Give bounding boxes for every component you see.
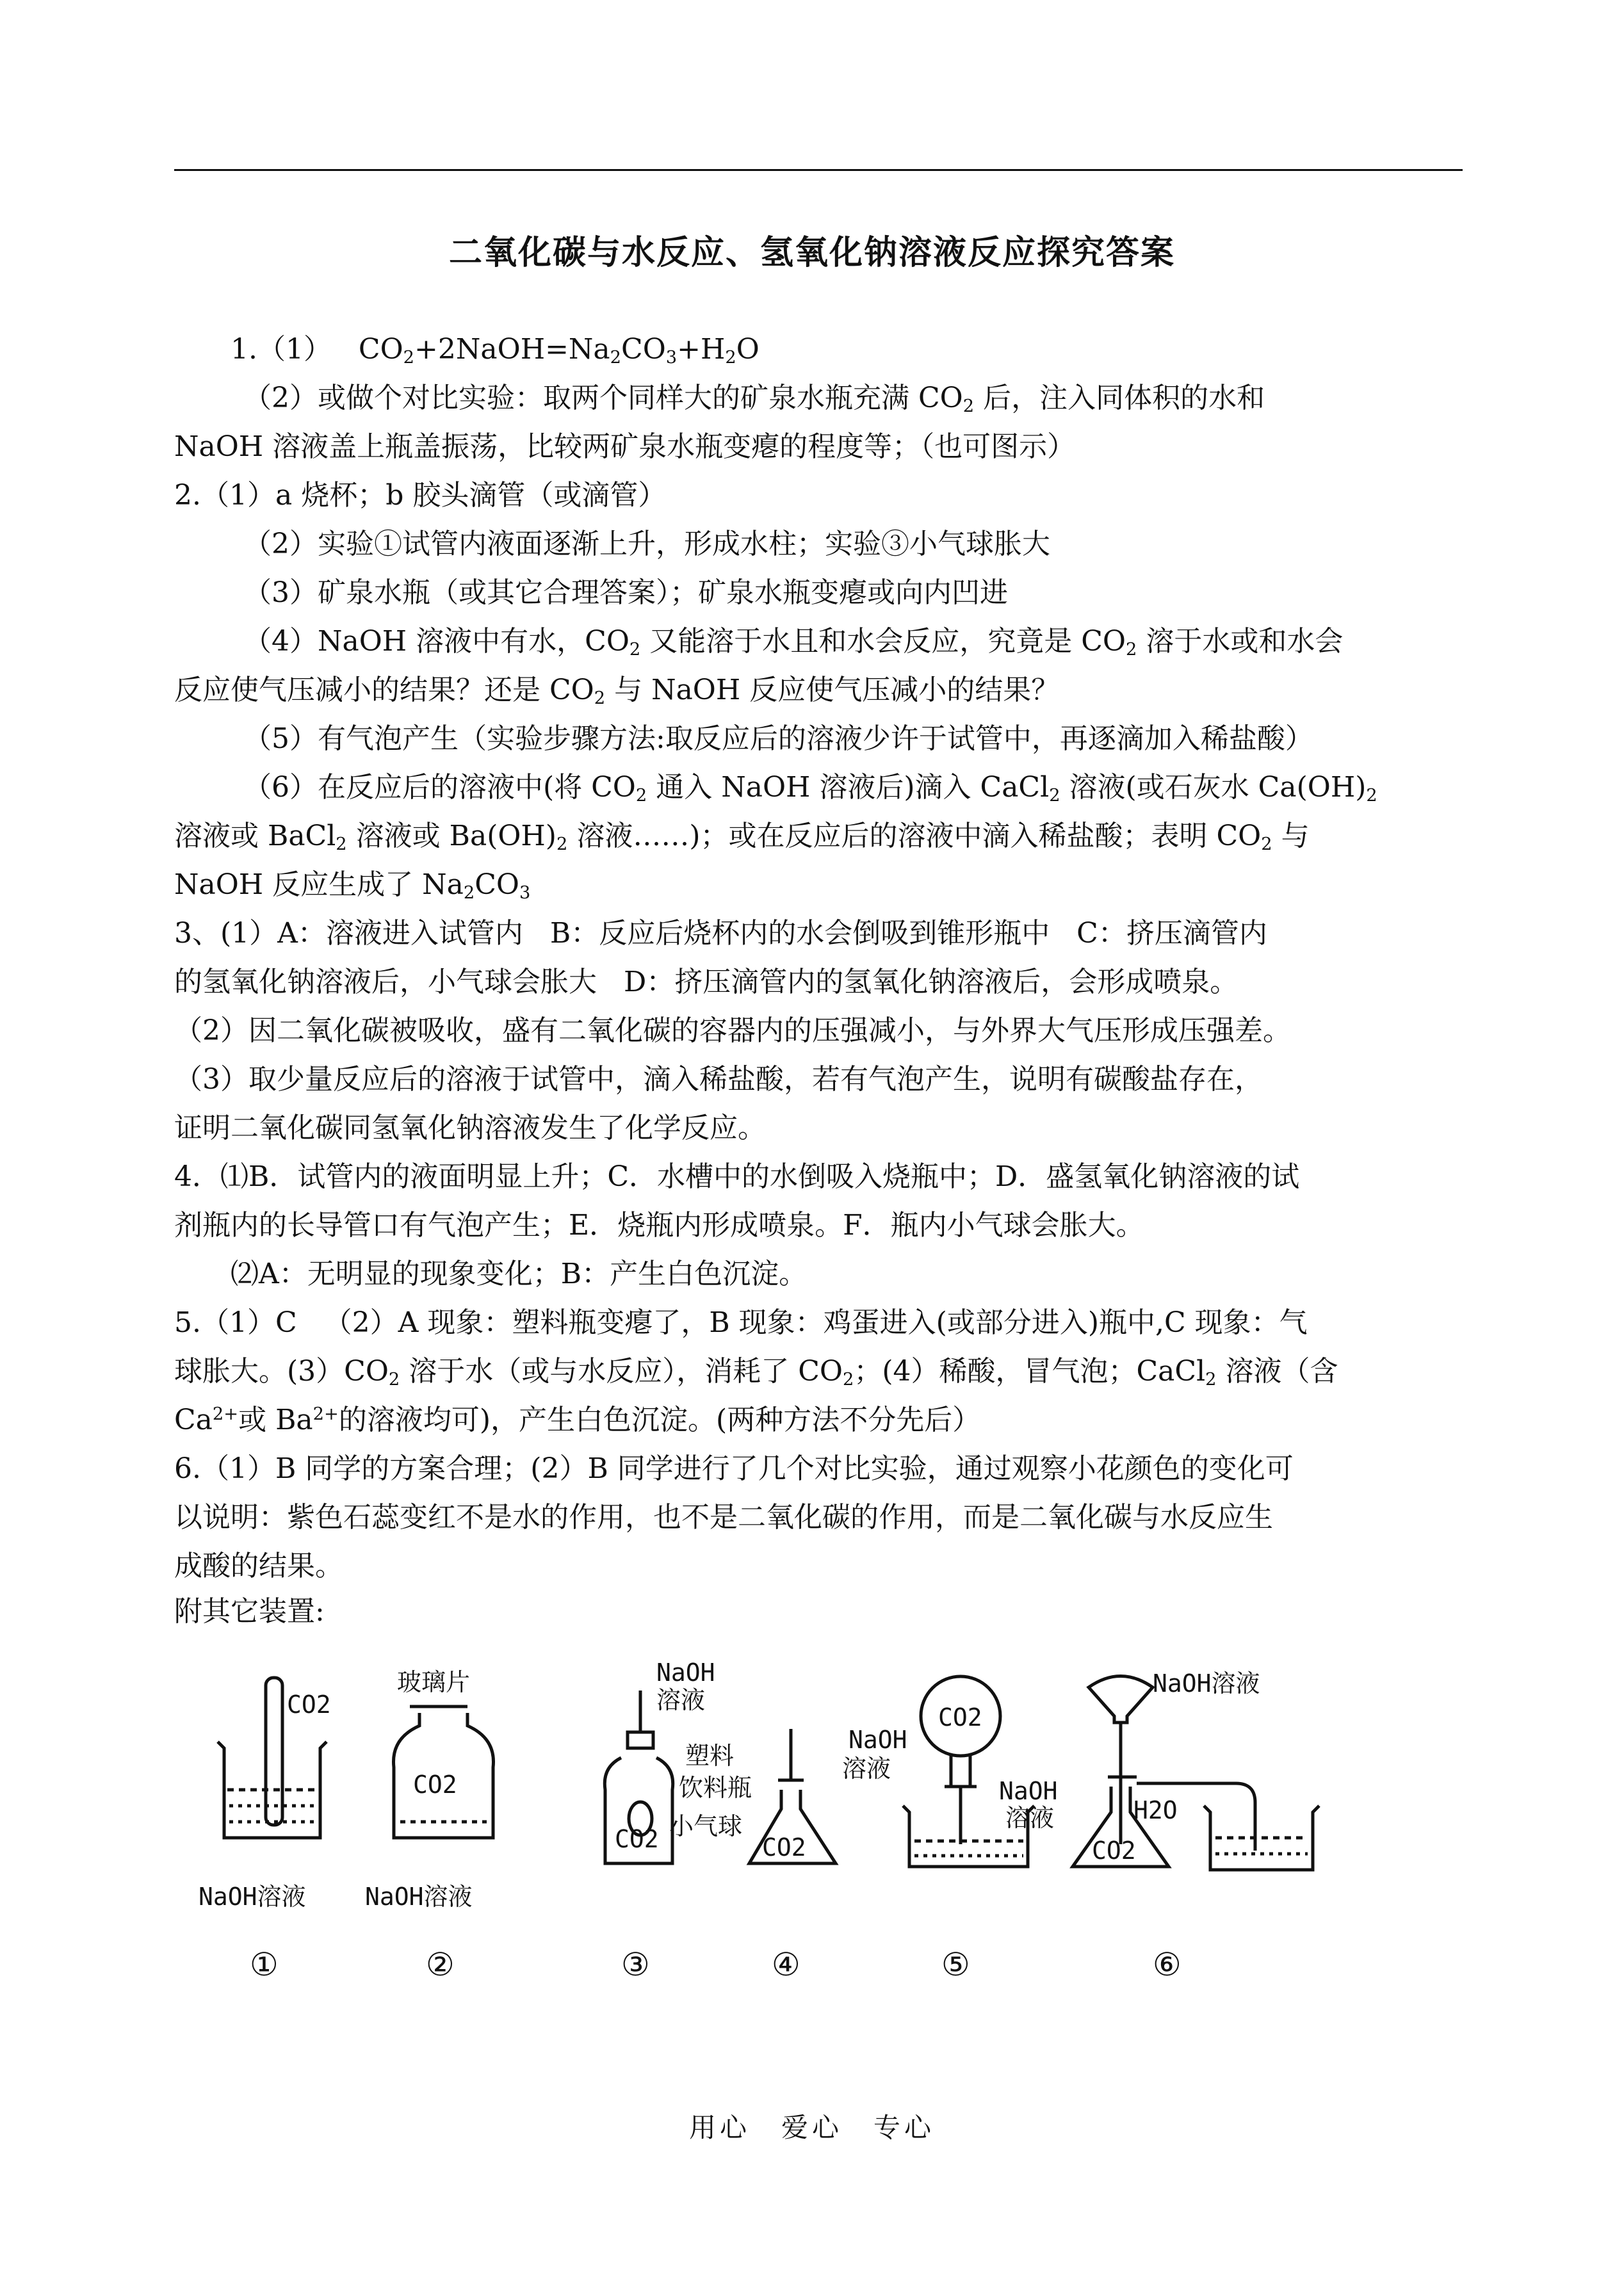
answer-line: 证明二氧化碳同氢氧化钠溶液发生了化学反应。 — [174, 1112, 766, 1144]
apparatus-2-naoh-label: NaOH溶液 — [365, 1883, 473, 1911]
apparatus-3-naoh-line2: 溶液 — [656, 1686, 706, 1714]
answer-line: 以说明：紫色石蕊变红不是水的作用，也不是二氧化碳的作用，而是二氧化碳与水反应生 — [174, 1501, 1273, 1534]
answer-line: （5）有气泡产生（实验步骤方法:取反应后的溶液少许于试管中，再逐滴加入稀盐酸） — [243, 722, 1313, 755]
answer-line: 3、(1）A：溶液进入试管内 B：反应后烧杯内的水会倒吸到锥形瓶中 C：挤压滴管内 — [174, 917, 1267, 950]
answer-line: 的氢氧化钠溶液后，小气球会胀大 D：挤压滴管内的氢氧化钠溶液后，会形成喷泉。 — [174, 966, 1238, 998]
page-footer: 用心 爱心 专心 — [688, 2112, 935, 2143]
answer-line: （3）矿泉水瓶（或其它合理答案）；矿泉水瓶变瘪或向内凹进 — [243, 576, 1008, 609]
apparatus-1-naoh-label: NaOH溶液 — [199, 1883, 306, 1911]
answer-line: 剂瓶内的长导管口有气泡产生；E．烧瓶内形成喷泉。F．瓶内小气球会胀大。 — [174, 1209, 1144, 1242]
answer-line: $Ca^{2+}$或 $Ba^{2+}$的溶液均可)，产生白色沉淀。(两种方法不分先后） — [174, 1404, 981, 1436]
apparatus-5-naoh-line1: NaOH — [999, 1777, 1058, 1805]
answer-line: （2）因二氧化碳被吸收，盛有二氧化碳的容器内的压强减小，与外界大气压形成压强差。 — [174, 1014, 1291, 1047]
answer-line: ⑵A：无明显的现象变化；B：产生白色沉淀。 — [231, 1258, 808, 1290]
apparatus-6-co2-label: CO2 — [1092, 1837, 1136, 1865]
plastic-bottle-label-1: 塑料 — [685, 1742, 735, 1770]
answer-line: （2）实验①试管内液面逐渐上升，形成水柱；实验③小气球胀大 — [243, 528, 1050, 560]
apparatus-4-number: ④ — [772, 1946, 800, 1983]
answer-body — [174, 325, 1475, 1591]
answer-line: 球胀大。$(3)CO_2$ 溶于水（或与水反应），消耗了 $CO_2$；(4）稀酸，冒气泡；CaCl$_2$ 溶液（含 — [174, 1355, 1338, 1390]
answer-line: （3）取少量反应后的溶液于试管中，滴入稀盐酸，若有气泡产生，说明有碳酸盐存在， — [174, 1063, 1263, 1096]
apparatus-3-co2-label: CO2 — [615, 1825, 659, 1853]
answer-line: 1.（1） $CO_2+2NaOH=Na_2CO_3+H_2O$ — [231, 333, 759, 368]
apparatus-1-co2-label: CO2 — [287, 1691, 331, 1719]
apparatus-5-number: ⑤ — [941, 1946, 970, 1983]
apparatus-4-co2-label: CO2 — [762, 1833, 806, 1861]
answer-line: 溶液或 BaCl$_2$ 溶液或 $Ba(OH)_2$ 溶液……)；或在反应后的溶液中滴入稀盐酸；表明 $CO_2$ 与 — [174, 820, 1310, 854]
answer-line: 6.（1）B 同学的方案合理；(2）B 同学进行了几个对比实验，通过观察小花颜色的变化可 — [174, 1452, 1294, 1485]
answer-line: 4．⑴B．试管内的液面明显上升；C．水槽中的水倒吸入烧瓶中；D．盛氢氧化钠溶液的试 — [174, 1160, 1300, 1193]
apparatus-6-naoh-label: NaOH溶液 — [1153, 1669, 1260, 1698]
apparatus-figure — [179, 1652, 1447, 2011]
apparatus-6-number: ⑥ — [1153, 1946, 1181, 1983]
plastic-bottle-label-2: 饮料瓶 — [679, 1774, 752, 1802]
apparatus-4-naoh-line2: 溶液 — [842, 1755, 891, 1783]
apparatus-2-co2-label: CO2 — [413, 1771, 457, 1799]
answer-line: 2.（1）a 烧杯；b 胶头滴管（或滴管） — [174, 479, 667, 512]
apparatus-2-number: ② — [426, 1946, 455, 1983]
answer-line: NaOH 溶液盖上瓶盖振荡，比较两矿泉水瓶变瘪的程度等；（也可图示） — [174, 430, 1076, 463]
apparatus-5-naoh-line2: 溶液 — [1005, 1804, 1055, 1832]
apparatus-4-naoh-line1: NaOH — [849, 1726, 907, 1754]
apparatus-1-number: ① — [250, 1946, 279, 1983]
answer-line: 5.（1）C （2）A 现象：塑料瓶变瘪了，B 现象：鸡蛋进入(或部分进入)瓶中,C 现象：气 — [174, 1306, 1308, 1339]
answer-line: （4）NaOH 溶液中有水，$CO_2$ 又能溶于水且和水会反应，究竟是 $CO_2$ 溶于水或和水会 — [243, 625, 1344, 660]
apparatus-3-number: ③ — [621, 1946, 650, 1983]
answer-line: 反应使气压减小的结果？还是 $CO_2$ 与 NaOH 反应使气压减小的结果？ — [174, 674, 1060, 708]
answer-line: NaOH 反应生成了 $Na_2CO_3$ — [174, 868, 531, 903]
answer-line: （6）在反应后的溶液中(将 $CO_2$ 通入 NaOH 溶液后)滴入 CaCl$_2$ 溶液(或石灰水 $Ca(OH)_2$ — [243, 771, 1377, 806]
glass-plate-label: 玻璃片 — [397, 1668, 471, 1696]
page-title: 二氧化碳与水反应、氢氧化钠溶液反应探究答案 — [448, 234, 1175, 272]
apparatus-5-co2-label: CO2 — [938, 1703, 982, 1731]
apparatus-3-naoh-line1: NaOH — [656, 1658, 715, 1687]
answer-line: 成酸的结果。 — [174, 1550, 343, 1582]
small-balloon-label: 小气球 — [669, 1812, 743, 1840]
water-label: H2O — [1133, 1796, 1178, 1824]
figure-caption: 附其它装置: — [174, 1595, 325, 1628]
header-rule — [174, 169, 1463, 171]
answer-line: （2）或做个对比实验：取两个同样大的矿泉水瓶充满 $CO_2$ 后，注入同体积的水和 — [243, 382, 1265, 416]
